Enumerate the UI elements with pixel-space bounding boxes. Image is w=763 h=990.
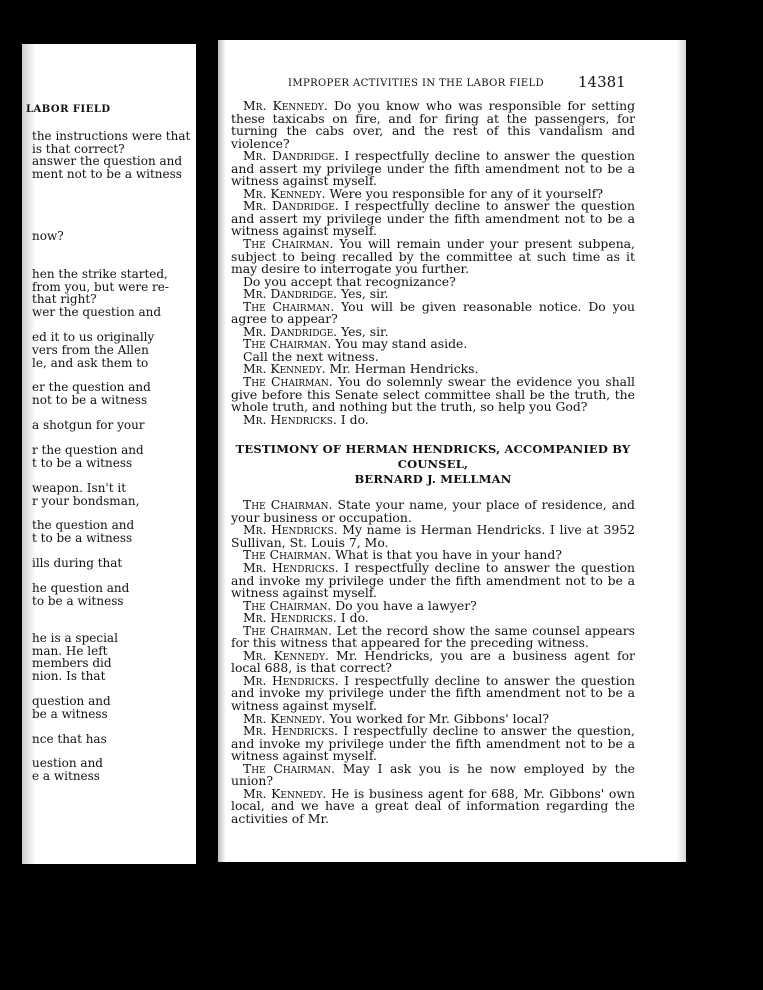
left-text-line: r your bondsman, xyxy=(32,494,140,508)
testimony-paragraph xyxy=(231,100,635,150)
page-body xyxy=(231,100,635,825)
speaker-name: Mr. Hendricks. xyxy=(243,610,337,626)
left-text-line: a shotgun for your xyxy=(32,418,145,432)
speaker-name: Mr. Kennedy. xyxy=(243,647,329,663)
speaker-name: Mr. Dandridge. xyxy=(243,148,339,164)
testimony-dandridge xyxy=(231,100,635,426)
left-text-line: the instructions were that xyxy=(32,129,191,143)
left-text-line: be a witness xyxy=(32,707,108,721)
speaker-name: Mr. Hendricks. xyxy=(243,411,337,427)
left-text-line: he question and xyxy=(32,581,130,595)
left-text-line: ed it to us originally xyxy=(32,330,155,344)
paragraph-text: Let the record show the same counsel appears for this witness that appeared for the preceding witness. xyxy=(231,622,635,651)
paragraph-text: Call the next witness. xyxy=(243,348,379,364)
paragraph-text: Mr. Hendricks, you are a business agent for local 688, is that correct? xyxy=(231,647,635,676)
paragraph-text: You will be given reasonable notice. Do you agree to appear? xyxy=(231,298,636,327)
speaker-name: The Chairman. xyxy=(243,298,335,314)
testimony-paragraph xyxy=(231,760,636,789)
left-text-line: question and xyxy=(32,694,111,708)
speaker-name: The Chairman. xyxy=(243,760,336,776)
paragraph-text: I do. xyxy=(336,610,369,626)
testimony-paragraph xyxy=(231,622,635,651)
speaker-name: The Chairman. xyxy=(243,622,332,638)
left-text-line: members did xyxy=(32,656,112,670)
speaker-name: Mr. Hendricks. xyxy=(243,723,339,739)
left-text-line: he is a special xyxy=(32,631,118,645)
testimony-paragraph xyxy=(231,785,635,826)
speaker-name: The Chairman. xyxy=(243,336,332,352)
left-page-fragment xyxy=(22,44,196,864)
testimony-paragraph xyxy=(231,647,635,676)
paragraph-text: I do. xyxy=(336,411,369,427)
testimony-paragraph xyxy=(231,672,635,713)
left-text-line: is that correct? xyxy=(32,142,125,156)
section-heading-line1: TESTIMONY OF HERMAN HENDRICKS, ACCOMPANIED BY COUNSEL, xyxy=(235,442,631,472)
paragraph-text: I respectfully decline to answer the question and assert my privilege under the fifth amendment not to be a witness against myself. xyxy=(231,198,635,239)
left-text-line: ment not to be a witness xyxy=(32,167,182,181)
paragraph-text: I respectfully decline to answer the question and invoke my privilege under the fifth amendment not to be a witness against myself. xyxy=(231,559,635,601)
speaker-name: Mr. Kennedy. xyxy=(243,785,327,801)
speaker-name: The Chairman. xyxy=(243,597,332,613)
left-text-line: e a witness xyxy=(32,769,100,783)
speaker-name: Mr. Hendricks. xyxy=(243,559,339,575)
paragraph-text: You do solemnly swear the evidence you shall give before this Senate select committee shall be the truth, the whole truth, and nothing but the truth, so help you God? xyxy=(231,374,635,415)
left-text-line: that right? xyxy=(32,292,97,306)
paragraph-text: State your name, your place of residence, and your business or occupation. xyxy=(231,497,635,525)
left-text-line: er the question and xyxy=(32,380,151,394)
testimony-hendricks xyxy=(231,499,635,825)
left-text-line: not to be a witness xyxy=(32,393,148,407)
left-text-line: the question and xyxy=(32,518,135,532)
testimony-paragraph xyxy=(231,200,635,238)
gutter-shadow xyxy=(218,40,226,862)
left-text-line: ills during that xyxy=(32,556,123,570)
edge-shadow xyxy=(676,40,686,862)
speaker-name: The Chairman. xyxy=(243,374,333,390)
paragraph-text: May I ask you is he now employed by the union? xyxy=(231,760,636,789)
paragraph-text: Do you accept that recognizance? xyxy=(243,273,456,289)
left-text-line: r the question and xyxy=(32,443,144,457)
left-text-line: from you, but were re- xyxy=(32,280,169,294)
speaker-name: Mr. Kennedy. xyxy=(243,361,326,377)
speaker-name: Mr. Dandridge. xyxy=(243,198,339,214)
page-number: 14381 xyxy=(578,73,626,91)
testimony-paragraph xyxy=(231,524,635,549)
speaker-name: Mr. Kennedy. xyxy=(243,98,328,113)
paragraph-text: Do you know who was responsible for setting these taxicabs on fire, and for firing at the passengers, for turning the cabs over, and the rest of this vandalism and violence? xyxy=(231,98,635,151)
paragraph-text: Mr. Herman Hendricks. xyxy=(325,361,479,377)
left-text-line: hen the strike started, xyxy=(32,267,168,281)
paragraph-text: Yes, sir. xyxy=(337,286,389,302)
left-text-line: uestion and xyxy=(32,756,103,770)
left-text-line: to be a witness xyxy=(32,594,124,608)
paragraph-text: I respectfully decline to answer the question and invoke my privilege under the fifth amendment not to be a witness against myself. xyxy=(231,672,635,713)
speaker-name: The Chairman. xyxy=(243,497,333,513)
paragraph-text: I respectfully decline to answer the question, and invoke my privilege under the fifth amendment not to be a witness against myself. xyxy=(231,723,635,764)
testimony-paragraph xyxy=(231,238,635,276)
left-text-line: weapon. Isn't it xyxy=(32,481,127,495)
left-text-line: man. He left xyxy=(32,644,108,658)
testimony-paragraph xyxy=(231,559,635,601)
speaker-name: Mr. Kennedy. xyxy=(243,185,326,201)
section-heading-line2: BERNARD J. MELLMAN xyxy=(354,472,512,487)
speaker-name: The Chairman. xyxy=(243,547,332,563)
left-running-head: LABOR FIELD xyxy=(26,104,111,115)
paragraph-text: My name is Herman Hendricks. I live at 3952 Sullivan, St. Louis 7, Mo. xyxy=(231,522,635,550)
speaker-name: Mr. Kennedy. xyxy=(243,710,326,726)
paragraph-text: Yes, sir. xyxy=(337,323,389,339)
speaker-name: Mr. Hendricks. xyxy=(243,522,338,538)
paragraph-text: Were you responsible for any of it yourself? xyxy=(325,185,603,201)
left-text-line: t to be a witness xyxy=(32,531,133,545)
left-text-line: vers from the Allen xyxy=(32,343,149,357)
left-text-line: nion. Is that xyxy=(32,669,106,683)
testimony-paragraph xyxy=(231,725,635,763)
testimony-paragraph xyxy=(231,411,635,427)
testimony-paragraph xyxy=(231,150,635,188)
left-text-line: nce that has xyxy=(32,732,107,746)
testimony-paragraph xyxy=(231,298,636,327)
paragraph-text: What is that you have in your hand? xyxy=(331,547,562,563)
testimony-paragraph xyxy=(231,499,635,524)
speaker-name: Mr. Dandridge. xyxy=(243,286,338,302)
paragraph-text: You worked for Mr. Gibbons' local? xyxy=(325,710,549,726)
left-text-line: answer the question and xyxy=(32,154,183,168)
paragraph-text: I respectfully decline to answer the question and assert my privilege under the fifth amendment not to be a witness against myself. xyxy=(231,148,635,189)
paragraph-text: Do you have a lawyer? xyxy=(331,597,477,613)
left-text-line: le, and ask them to xyxy=(32,356,149,370)
left-text-line: now? xyxy=(32,229,64,243)
speaker-name: Mr. Hendricks. xyxy=(243,672,339,688)
speaker-name: The Chairman. xyxy=(243,236,334,252)
testimony-paragraph xyxy=(231,376,635,414)
right-page xyxy=(218,40,686,862)
running-head: IMPROPER ACTIVITIES IN THE LABOR FIELD xyxy=(288,78,545,89)
left-text-line: wer the question and xyxy=(32,305,162,319)
paragraph-text: You will remain under your present subpena, subject to being recalled by the committee at such time as it may desire to interrogate you further. xyxy=(231,236,636,277)
section-heading xyxy=(231,442,635,487)
paragraph-text: He is business agent for 688, Mr. Gibbons' own local, and we have a great deal of information regarding the activities of Mr. xyxy=(231,785,635,826)
speaker-name: Mr. Dandridge. xyxy=(243,323,338,339)
paragraph-text: You may stand aside. xyxy=(331,336,468,352)
left-text-line: t to be a witness xyxy=(32,456,133,470)
